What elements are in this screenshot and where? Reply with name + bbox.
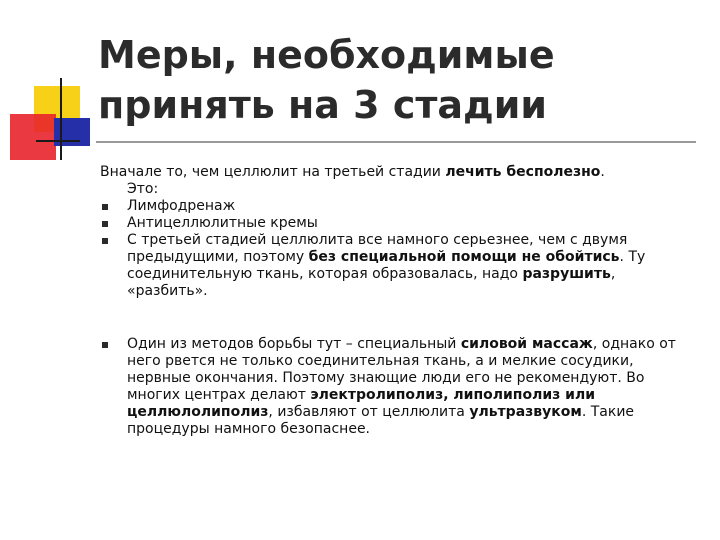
item-text: , однако от него рвется не только соединительная ткань, а и мелкие сосудики, нервные окончания. Поэтому знающие люди его не рекомендуют. Во многих центрах делают xyxy=(127,336,676,403)
list-item xyxy=(100,215,700,232)
title-line-1: Меры, необходимые xyxy=(98,33,555,77)
intro-text: Вначале то, чем целлюлит на третьей стадии xyxy=(100,164,446,180)
item-text: . Такие процедуры намного безопаснее. xyxy=(127,404,635,437)
item-text: Один из методов борьбы тут – специальный xyxy=(127,336,461,352)
intro-paragraph xyxy=(100,164,700,198)
item-text: Лимфодренаж xyxy=(127,198,236,214)
item-bold: силовой массаж xyxy=(460,336,593,352)
item-text: , избавляют от целлюлита xyxy=(268,404,470,420)
item-bold: ультразвуком xyxy=(469,404,582,420)
list-item xyxy=(100,198,700,215)
bullet-icon xyxy=(102,204,108,210)
bullet-list xyxy=(100,198,700,438)
item-bold: без специальной помощи не обойтись xyxy=(308,249,620,265)
item-text: , «разбить». xyxy=(127,266,616,299)
title-underline xyxy=(96,141,696,143)
item-text: С третьей стадией целлюлита все намного серьезнее, чем с двумя предыдущими, поэтому xyxy=(127,232,628,265)
decor-red-square xyxy=(10,114,56,160)
bullet-icon xyxy=(102,342,108,348)
slide-title xyxy=(98,30,698,130)
title-line-2: принять на 3 стадии xyxy=(98,83,547,127)
item-bold: разрушить xyxy=(522,266,611,282)
decor-horizontal-line xyxy=(36,140,80,142)
slide-body xyxy=(100,164,700,438)
decor-vertical-line xyxy=(60,78,62,160)
intro-continuation: Это: xyxy=(127,181,159,197)
intro-period: . xyxy=(600,164,605,180)
bullet-icon xyxy=(102,221,108,227)
item-text: Антицеллюлитные кремы xyxy=(127,215,318,231)
item-bold: электролиполиз, липолиполиз или целлюлолиполиз xyxy=(127,387,596,420)
item-text: . Ту соединительную ткань, которая образовалась, надо xyxy=(127,249,646,282)
list-item xyxy=(100,232,700,300)
bullet-icon xyxy=(102,238,108,244)
list-item xyxy=(100,336,700,438)
intro-bold: лечить бесполезно xyxy=(445,164,601,180)
